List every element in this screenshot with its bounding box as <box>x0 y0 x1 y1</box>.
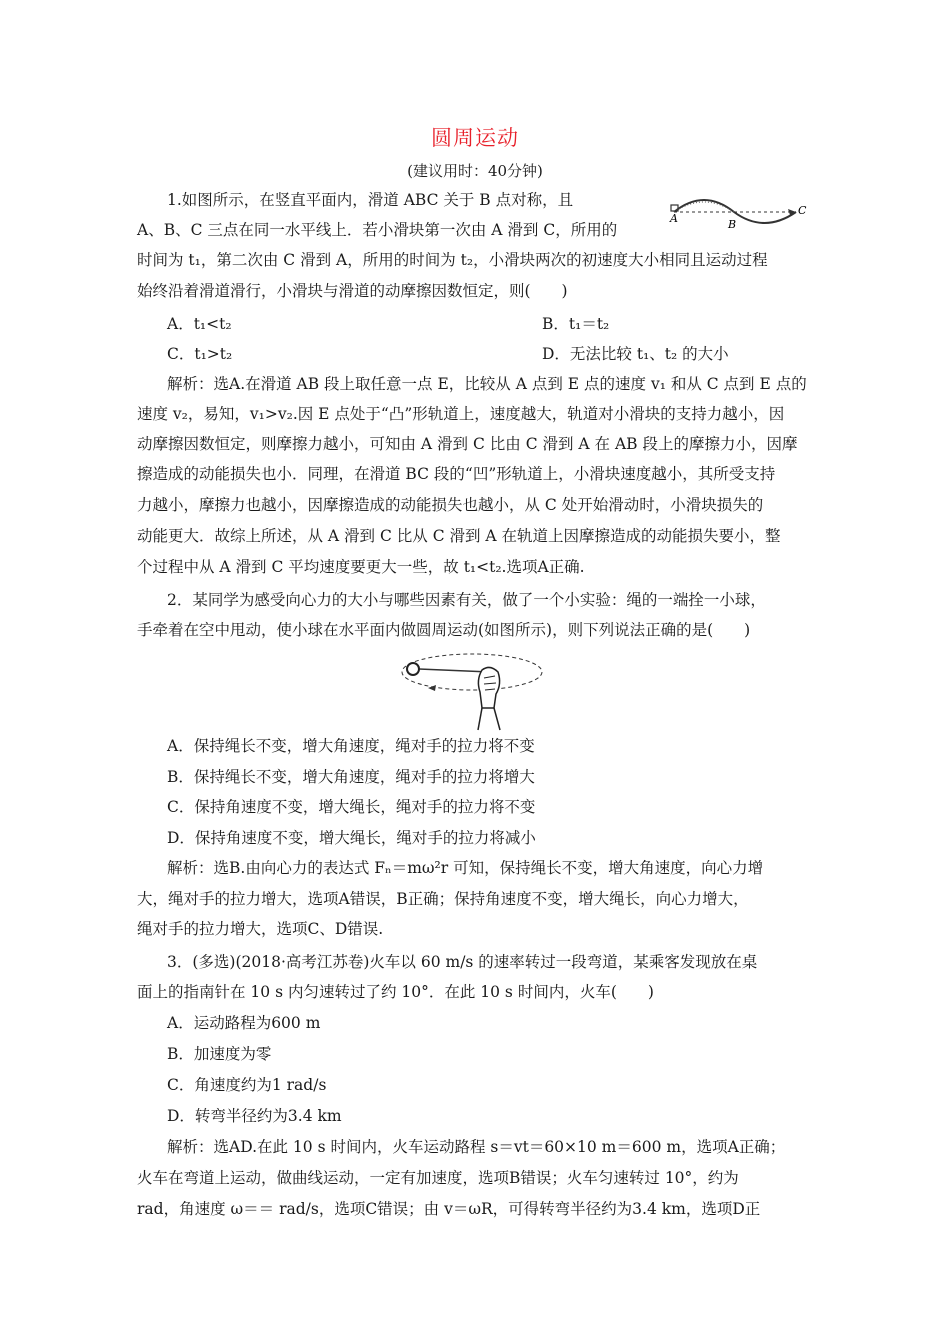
q3-analysis-3: rad，角速度 ω＝＝ rad/s，选项C错误；由 v＝ωR，可得转弯半径约为3.4 km，选项D正 <box>137 1200 761 1218</box>
q2-option-d: D．保持角速度不变，增大绳长，绳对手的拉力将减小 <box>167 829 536 847</box>
q2-analysis-1: 解析：选B.由向心力的表达式 Fₙ＝mω²r 可知，保持绳长不变，增大角速度，向心力增 <box>167 859 764 877</box>
q1-option-c: C．t₁>t₂ <box>167 345 233 363</box>
fig-label-b: B <box>728 218 737 231</box>
q1-analysis-7: 个过程中从 A 滑到 C 平均速度要更大一些，故 t₁<t₂.选项A正确. <box>137 558 585 576</box>
q1-line-1: 1.如图所示，在竖直平面内，滑道 ABC 关于 B 点对称，且 <box>167 191 574 209</box>
q1-line-4: 始终沿着滑道滑行，小滑块与滑道的动摩擦因数恒定，则( ) <box>137 282 568 300</box>
q1-option-a: A．t₁<t₂ <box>167 315 232 333</box>
q1-line-3: 时间为 t₁，第二次由 C 滑到 A，所用的时间为 t₂，小滑块两次的初速度大小相同且运动过程 <box>137 251 768 269</box>
q1-analysis-5: 力越小，摩擦力也越小，因摩擦造成的动能损失也越小，从 C 处开始滑动时，小滑块损失的 <box>137 496 764 514</box>
q2-option-c: C．保持角速度不变，增大绳长，绳对手的拉力将不变 <box>167 798 536 816</box>
q2-line-2: 手牵着在空中甩动，使小球在水平面内做圆周运动(如图所示)，则下列说法正确的是( ) <box>137 621 751 639</box>
rotating-ball-figure <box>400 650 550 732</box>
q1-analysis-1: 解析：选A.在滑道 AB 段上取任意一点 E，比较从 A 点到 E 点的速度 v₁ 和从 C 点到 E 点的 <box>167 375 807 393</box>
q3-option-c: C．角速度约为1 rad/s <box>167 1076 327 1094</box>
q2-line-1: 2．某同学为感受向心力的大小与哪些因素有关，做了一个小实验：绳的一端拴一小球， <box>167 591 766 609</box>
q3-option-d: D．转弯半径约为3.4 km <box>167 1107 342 1125</box>
q1-line-2: A、B、C 三点在同一水平线上．若小滑块第一次由 A 滑到 C，所用的 <box>137 221 618 239</box>
fig-label-a: A <box>670 212 678 225</box>
q3-analysis-2: 火车在弯道上运动，做曲线运动，一定有加速度，选项B错误；火车匀速转过 10°，约为 <box>137 1169 739 1187</box>
q1-analysis-4: 擦造成的动能损失也小．同理，在滑道 BC 段的“凹”形轨道上，小滑块速度越小，其所受支持 <box>137 465 776 483</box>
q1-option-d: D．无法比较 t₁、t₂ 的大小 <box>542 345 729 363</box>
slide-track-figure <box>668 188 813 232</box>
q1-analysis-2: 速度 v₂，易知，v₁>v₂.因 E 点处于“凸”形轨道上，速度越大，轨道对小滑块的支持力越小，因 <box>137 405 785 423</box>
q2-option-a: A．保持绳长不变，增大角速度，绳对手的拉力将不变 <box>167 737 535 755</box>
q3-line-2: 面上的指南针在 10 s 内匀速转过了约 10°．在此 10 s 时间内，火车( ) <box>137 983 654 1001</box>
page-title: 圆周运动 <box>431 126 519 150</box>
q2-analysis-2: 大，绳对手的拉力增大，选项A错误，B正确；保持角速度不变，增大绳长，向心力增大， <box>137 890 749 908</box>
q2-analysis-3: 绳对手的拉力增大，选项C、D错误. <box>137 920 384 938</box>
q3-option-a: A．运动路程为600 m <box>167 1014 321 1032</box>
q1-analysis-3: 动摩擦因数恒定，则摩擦力越小，可知由 A 滑到 C 比由 C 滑到 A 在 AB 段上的摩擦力小，因摩 <box>137 435 798 453</box>
page-subtitle: (建议用时：40分钟) <box>407 162 543 180</box>
q2-option-b: B．保持绳长不变，增大角速度，绳对手的拉力将增大 <box>167 768 535 786</box>
q3-line-1: 3．(多选)(2018·高考江苏卷)火车以 60 m/s 的速率转过一段弯道，某乘客发现放在桌 <box>167 953 758 971</box>
q1-option-b: B．t₁＝t₂ <box>542 315 610 333</box>
q3-option-b: B．加速度为零 <box>167 1045 272 1063</box>
q1-analysis-6: 动能更大．故综上所述，从 A 滑到 C 比从 C 滑到 A 在轨道上因摩擦造成的动能损失要小，整 <box>137 527 781 545</box>
q3-analysis-1: 解析：选AD.在此 10 s 时间内，火车运动路程 s＝vt＝60×10 m＝600 m，选项A正确； <box>167 1138 786 1156</box>
fig-label-c: C <box>798 204 807 217</box>
